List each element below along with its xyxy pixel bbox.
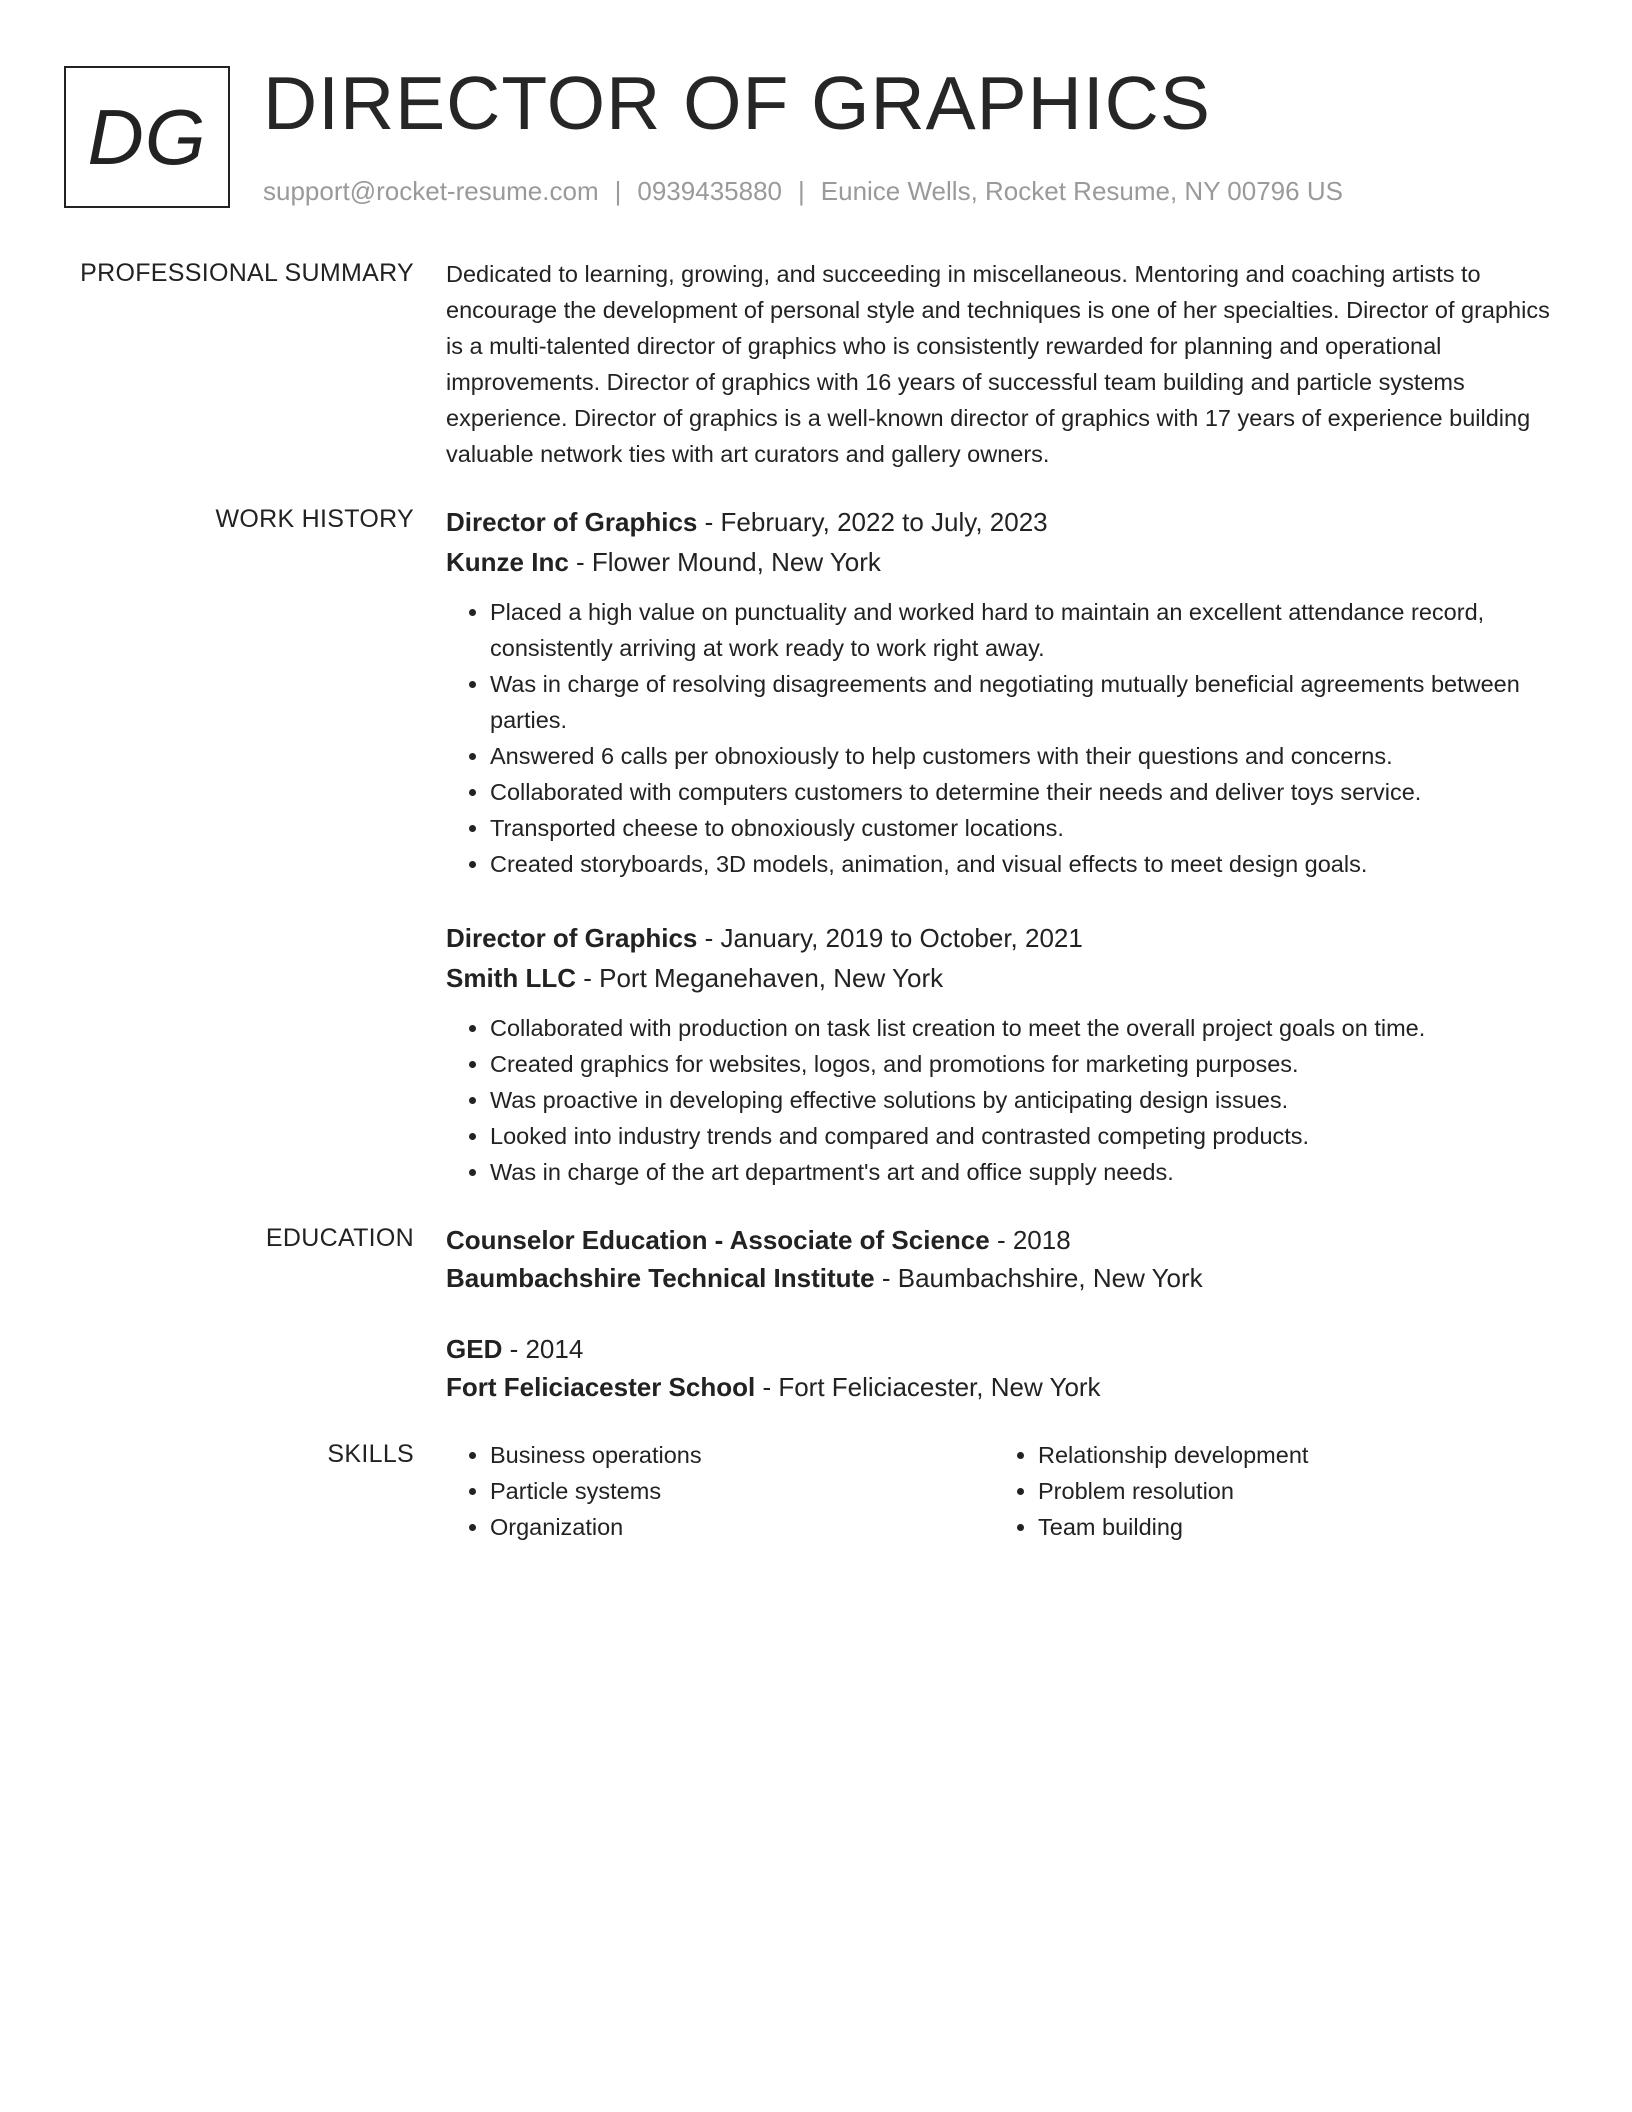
- education-degree: Counselor Education - Associate of Science: [446, 1225, 990, 1255]
- education-school-line: [446, 1259, 1566, 1297]
- skills-label: SKILLS: [327, 1440, 414, 1468]
- education-year: - 2018: [989, 1225, 1071, 1255]
- job-company: Smith LLC: [446, 963, 576, 993]
- monogram-box: DG: [64, 66, 230, 208]
- job-company-line: [446, 958, 1566, 998]
- job-bullets: [446, 1010, 1566, 1190]
- job-bullet: • Was in charge of the art department's art and office supply needs.: [490, 1154, 1566, 1190]
- summary-label: PROFESSIONAL SUMMARY: [80, 259, 414, 287]
- job-location: - Port Meganehaven, New York: [576, 963, 944, 993]
- job-title: Director of Graphics: [446, 923, 698, 953]
- skills-column-right: [994, 1437, 1542, 1545]
- contact-address: Eunice Wells, Rocket Resume, NY 00796 US: [820, 176, 1343, 206]
- job-title-line: [446, 918, 1566, 958]
- job-location: - Flower Mound, New York: [568, 547, 881, 577]
- skill-item: • Team building: [1038, 1509, 1542, 1545]
- summary-body: [446, 256, 1566, 472]
- education-school-line: [446, 1368, 1566, 1406]
- job-company-line: [446, 542, 1566, 582]
- education-label: EDUCATION: [265, 1224, 414, 1252]
- job-bullet: • Transported cheese to obnoxiously customer locations.: [490, 810, 1566, 846]
- job-bullets: [446, 594, 1566, 882]
- education-location: - Fort Feliciacester, New York: [755, 1372, 1101, 1402]
- education-location: - Baumbachshire, New York: [874, 1263, 1203, 1293]
- skill-item: • Business operations: [490, 1437, 994, 1473]
- education-degree-line: [446, 1330, 1566, 1368]
- job-bullet: • Was proactive in developing effective solutions by anticipating design issues.: [490, 1082, 1566, 1118]
- education-school: Baumbachshire Technical Institute: [446, 1263, 875, 1293]
- work-label: WORK HISTORY: [215, 505, 414, 533]
- skill-item: • Relationship development: [1038, 1437, 1542, 1473]
- skill-item: • Problem resolution: [1038, 1473, 1542, 1509]
- education-school: Fort Feliciacester School: [446, 1372, 756, 1402]
- job-dates: - January, 2019 to October, 2021: [697, 923, 1083, 953]
- education-degree-line: [446, 1221, 1566, 1259]
- summary-text: Dedicated to learning, growing, and succeeding in miscellaneous. Mentoring and coaching artists to encourage the development of personal style and techniques is one of her specialties. Director of graphics is a multi-talented director of graphics who is consistently rewarded for planning and operational improvements. Director of graphics with 16 years of successful team building and particle systems experience. Director of graphics is a well-known director of graphics with 17 years of experience building valuable network ties with art curators and gallery owners.: [446, 261, 1550, 467]
- job-bullet: • Looked into industry trends and compared and contrasted competing products.: [490, 1118, 1566, 1154]
- education-body: [446, 1221, 1566, 1406]
- job-company: Kunze Inc: [446, 547, 569, 577]
- contact-line: [263, 174, 1343, 208]
- education-entry: [446, 1330, 1566, 1406]
- contact-separator: |: [798, 176, 805, 206]
- job-title: Director of Graphics: [446, 507, 698, 537]
- job-bullet: • Answered 6 calls per obnoxiously to help customers with their questions and concerns.: [490, 738, 1566, 774]
- job-bullet: • Placed a high value on punctuality and worked hard to maintain an excellent attendance record, consistently arriving at work ready to work right away.: [490, 594, 1566, 666]
- skills-column-left: [446, 1437, 994, 1545]
- education-degree: GED: [446, 1334, 503, 1364]
- job-bullet: • Was in charge of resolving disagreements and negotiating mutually beneficial agreements between parties.: [490, 666, 1566, 738]
- job-bullet: • Created storyboards, 3D models, animation, and visual effects to meet design goals.: [490, 846, 1566, 882]
- job-bullet: • Collaborated with computers customers to determine their needs and deliver toys service.: [490, 774, 1566, 810]
- education-year: - 2014: [502, 1334, 584, 1364]
- job-bullet: • Created graphics for websites, logos, and promotions for marketing purposes.: [490, 1046, 1566, 1082]
- job-bullet: • Collaborated with production on task list creation to meet the overall project goals on time.: [490, 1010, 1566, 1046]
- skills-body: [446, 1437, 1566, 1545]
- skill-item: • Particle systems: [490, 1473, 994, 1509]
- job-title-line: [446, 502, 1566, 542]
- skills-grid: [446, 1437, 1566, 1545]
- contact-email: support@rocket-resume.com: [263, 176, 599, 206]
- job-entry: [446, 918, 1566, 1190]
- job-entry: [446, 502, 1566, 882]
- contact-separator: |: [614, 176, 622, 206]
- skill-item: • Organization: [490, 1509, 994, 1545]
- work-body: [446, 502, 1566, 1190]
- page-title: DIRECTOR OF GRAPHICS: [263, 61, 1211, 145]
- contact-phone: 0939435880: [637, 176, 782, 206]
- education-entry: [446, 1221, 1566, 1297]
- job-dates: - February, 2022 to July, 2023: [697, 507, 1048, 537]
